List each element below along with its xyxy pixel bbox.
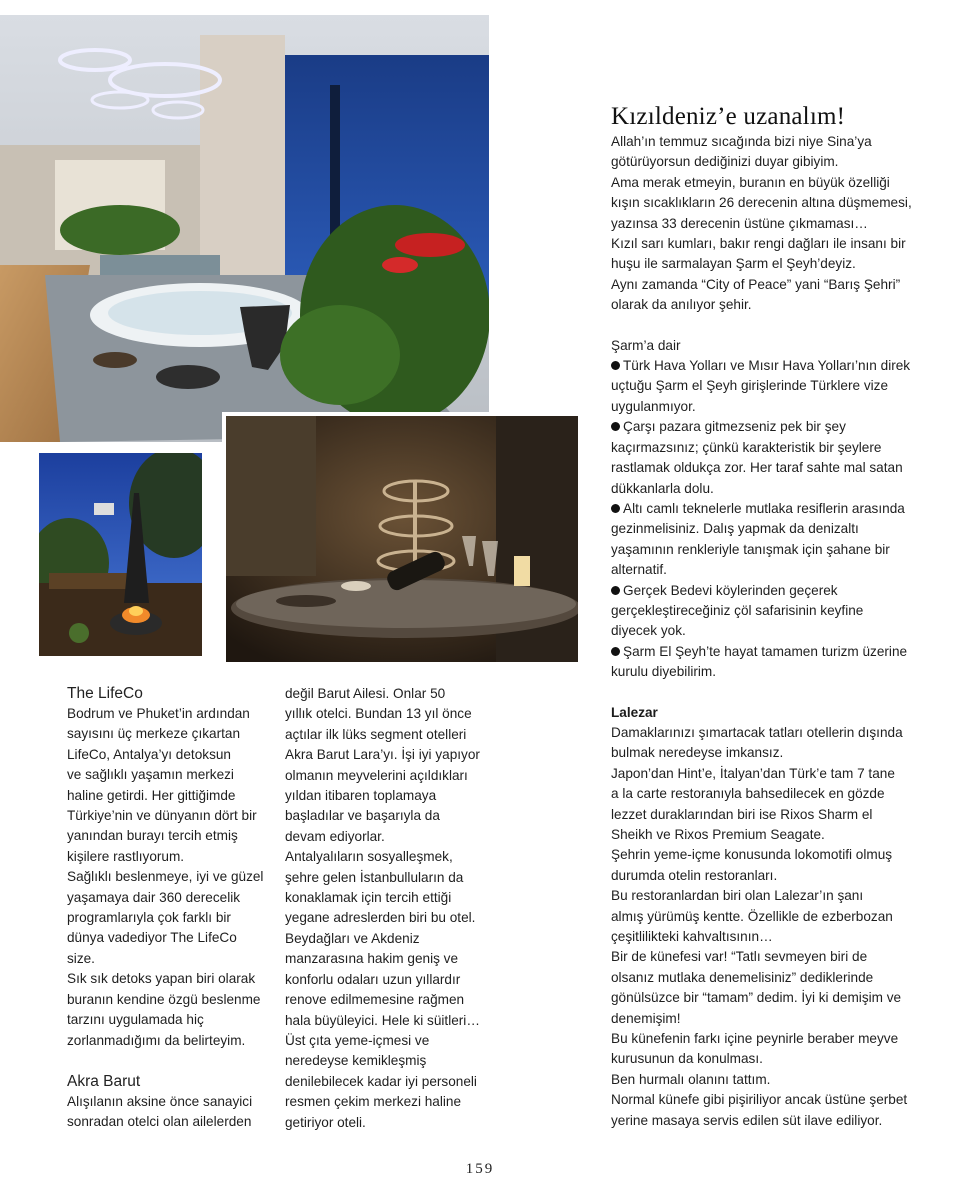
text-line: buranın kendine özgü beslenme (67, 991, 261, 1007)
text-line: getiriyor oteli. (285, 1114, 366, 1130)
text-line: Çarşı pazara gitmezseniz pek bir şey (623, 419, 846, 435)
article-title: Kızıldeniz’e uzanalım! (611, 103, 846, 130)
text-line: rastlamak oldukça zor. Her taraf sahte mal satan (611, 460, 903, 476)
section-title-sarm: Şarm’a dair (611, 337, 681, 353)
text-line: devam ediyorlar. (285, 828, 385, 844)
lalezar-body (611, 723, 926, 1131)
bullet-icon (611, 422, 620, 431)
text-line: dükkanlarla dolu. (611, 480, 714, 496)
text-line: konforlu odaları uzun yıllardır (285, 971, 461, 987)
spacer (611, 683, 926, 703)
text-line: Normal künefe gibi pişiriliyor ancak üstüne şerbet (611, 1092, 908, 1108)
text-line: başladılar ve başarıyla da (285, 808, 440, 824)
section-title-lifeco: The LifeCo (67, 685, 143, 702)
text-line: Türkiye’nin ve dünyanın dört bir (67, 808, 257, 824)
bullet-icon (611, 586, 620, 595)
text-line: kurusunun da konulması. (611, 1051, 763, 1067)
text-line: Bir de künefesi var! “Tatlı sevmeyen biri de (611, 949, 868, 965)
akra-body-start (67, 1092, 272, 1133)
text-line: Japon’dan Hint’e, İtalyan’dan Türk’e tam 7 tane (611, 765, 895, 781)
text-line: denilebilecek kadar iyi personeli (285, 1073, 477, 1089)
text-line: Antalyalıların sosyalleşmek, (285, 849, 453, 865)
text-line: olarak da anılıyor şehir. (611, 297, 752, 313)
text-line: denemişim! (611, 1010, 681, 1026)
text-line: neredeyse kemikleşmiş (285, 1053, 427, 1069)
text-line: Şehrin yeme-içme konusunda lokomotifi olmuş (611, 847, 893, 863)
text-line: almış yürümüş kentte. Özellikle de ezberbozan (611, 908, 893, 924)
text-line: Sheikh ve Rixos Premium Seagate. (611, 827, 825, 842)
text-line: yegane adreslerden biri bu otel. (285, 910, 476, 926)
text-line: LifeCo, Antalya’yı detoksun (67, 746, 231, 762)
text-line: Sık sık detoks yapan biri olarak (67, 971, 256, 987)
text-line: götürüyorsun dediğinizi duyar gibiyim. (611, 154, 839, 170)
page-number: 159 (465, 1161, 495, 1177)
text-line: kışın sıcaklıkların 26 derecenin altına düşmemesi, (611, 195, 912, 211)
text-line: yaşamaya dair 360 derecelik (67, 889, 241, 905)
lifeco-body (67, 704, 272, 1051)
text-line: Allah’ın temmuz sıcağında bizi niye Sina’ya (611, 134, 872, 149)
text-line: bulmak neredeyse imkansız. (611, 745, 784, 761)
section-title-akra-barut: Akra Barut (67, 1072, 141, 1090)
text-line: programlarıyla çok farklı bir (67, 910, 231, 926)
column-left (67, 683, 272, 1133)
text-line: renove edilmemesine rağmen (285, 992, 465, 1008)
text-line: dünya vadediyor The LifeCo (67, 930, 237, 946)
list-item (611, 356, 926, 376)
list-item (611, 642, 926, 662)
text-line: alternatif. (611, 562, 667, 578)
text-line: Şarm El Şeyh’te hayat tamamen turizm üzerine (623, 643, 908, 659)
text-line: Bu künefenin farkı içine peynirle beraber meyve (611, 1031, 899, 1047)
photo-restaurant-table (222, 412, 578, 662)
photo-garden-fireplace (39, 453, 202, 656)
text-line: gerçekleştireceğiniz çöl safarisinin keyfine (611, 602, 864, 618)
spacer (67, 1051, 272, 1071)
bullet-icon (611, 504, 620, 513)
text-line: Üst çıta yeme-içmesi ve (285, 1032, 430, 1048)
text-line: hala büyüleyici. Hele ki süitleri… (285, 1012, 480, 1028)
text-line: kurulu diyebilirim. (611, 664, 717, 680)
text-line: Beydağları ve Akdeniz (285, 930, 420, 946)
bullet-icon (611, 361, 620, 370)
text-line: manzarasına hakim geniş ve (285, 951, 459, 967)
text-line: Türk Hava Yolları ve Mısır Hava Yolları’nın direk (623, 358, 911, 374)
text-line: gönülsüzce bir “tamam” dedim. İyi ki demişim ve (611, 990, 902, 1006)
text-line: şehre gelen İstanbulluların da (285, 869, 464, 885)
text-line: gezinmelisiniz. Dalış yapmak da denizaltı (611, 521, 859, 537)
photo-spa-jacuzzi (0, 15, 489, 442)
text-line: kişilere rastlıyorum. (67, 848, 185, 864)
text-line: Gerçek Bedevi köylerinden geçerek (623, 582, 838, 598)
column-right (611, 102, 926, 1131)
text-line: sonradan otelci olan ailelerden (67, 1114, 252, 1130)
text-line: çeşitlilikteki kahvaltısının… (611, 929, 773, 945)
spacer (611, 316, 926, 336)
text-line: yıllık otelci. Bundan 13 yıl önce (285, 706, 472, 722)
text-line: konaklamak için tercih ettiği (285, 890, 452, 906)
text-line: diyecek yok. (611, 623, 686, 639)
text-line: resmen çekim merkezi haline (285, 1094, 462, 1110)
text-line: ve sağlıklı yaşamın merkezi (67, 767, 234, 783)
text-line: tarzını uygulamada hiç (67, 1012, 204, 1028)
text-line: Damaklarınızı şımartacak tatları otellerin dışında (611, 724, 903, 740)
text-line: yanından burayı tercih etmiş (67, 828, 238, 844)
list-item (611, 499, 926, 519)
text-line: yazınsa 33 derecenin üstüne çıkmaması… (611, 215, 868, 231)
text-line: Bodrum ve Phuket’in ardından (67, 706, 250, 721)
text-line: olmanın meyvelerini açıldıkları (285, 767, 468, 783)
section-title-lalezar: Lalezar (611, 704, 658, 720)
bullet-icon (611, 647, 620, 656)
text-line: huşu ile sarmalayan Şarm el Şeyh’deyiz. (611, 256, 856, 272)
text-line: zorlanmadığımı da belirteyim. (67, 1032, 246, 1048)
text-line: Aynı zamanda “City of Peace” yani “Barış Şehri” (611, 276, 901, 292)
text-line: açtılar ilk lüks segment otelleri (285, 726, 467, 742)
text-line: Kızıl sarı kumları, bakır rengi dağları ile insanı bir (611, 236, 906, 252)
text-line: yaşamının renkleriyle tanışmak için şahane bir (611, 541, 890, 557)
text-line: size. (67, 950, 95, 966)
text-line: lezzet duraklarından biri ise Rixos Sharm el (611, 806, 873, 822)
text-line: Alışılanın aksine önce sanayici (67, 1093, 253, 1109)
text-line: değil Barut Ailesi. Onlar 50 (285, 686, 446, 701)
text-line: Ben hurmalı olanını tattım. (611, 1071, 771, 1087)
text-line: olsanız mutlaka denemelisiniz” dediklerinde (611, 969, 874, 985)
column-middle (285, 684, 490, 1133)
text-line: Ama merak etmeyin, buranın en büyük özelliği (611, 174, 890, 190)
sarm-bullet-list (611, 356, 926, 683)
text-line: sayısını üç merkeze çıkartan (67, 726, 241, 742)
list-item (611, 581, 926, 601)
text-line: durumda otelin restoranları. (611, 867, 778, 883)
text-line: Sağlıklı beslenmeye, iyi ve güzel (67, 869, 264, 885)
text-line: Bu restoranlardan biri olan Lalezar’ın şanı (611, 888, 864, 904)
kizildeniz-body (611, 132, 926, 316)
text-line: kaçırmazsınız; çünkü karakteristik bir şeylere (611, 439, 882, 455)
list-item (611, 417, 926, 437)
text-line: yerine masaya servis edilen süt ilave ediliyor. (611, 1112, 883, 1128)
text-line: haline getirdi. Her gittiğimde (67, 787, 236, 803)
text-line: a la carte restoranıyla bahsedilecek en gözde (611, 786, 885, 802)
text-line: uygulanmıyor. (611, 398, 696, 414)
text-line: yıldan itibaren toplamaya (285, 788, 437, 804)
text-line: uçtuğu Şarm el Şeyh girişlerinde Türklere vize (611, 378, 889, 394)
text-line: Akra Barut Lara’yı. İşi iyi yapıyor (285, 747, 480, 763)
text-line: Altı camlı teknelerle mutlaka resiflerin arasında (623, 500, 905, 516)
